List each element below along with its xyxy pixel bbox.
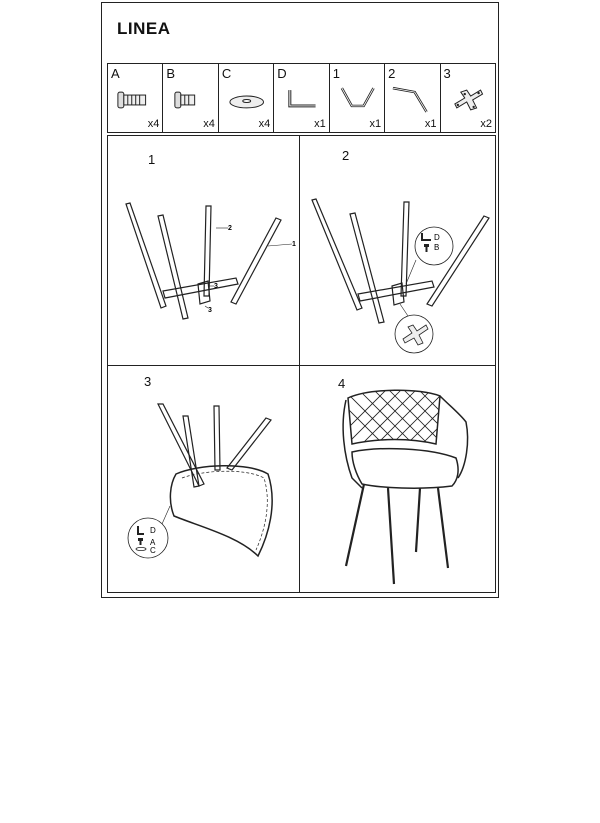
part-c <box>219 64 274 132</box>
legs-to-seat-illustration <box>108 366 299 594</box>
part-quantity: x4 <box>203 118 215 130</box>
allen-key-icon <box>274 82 328 118</box>
part-label: 3 <box>443 66 451 81</box>
part-a <box>108 64 163 132</box>
callout-label: A <box>150 538 156 547</box>
part-3 <box>441 64 495 132</box>
part-quantity: x1 <box>314 118 326 130</box>
callout-label: D <box>434 233 440 242</box>
washer-icon <box>219 82 273 118</box>
step-3 <box>108 366 299 594</box>
step-number: 4 <box>338 376 346 391</box>
part-label: 1 <box>332 66 340 81</box>
step-1 <box>108 136 299 365</box>
step-number: 3 <box>144 374 152 389</box>
part-quantity: x4 <box>258 118 271 130</box>
finished-chair-illustration <box>300 366 497 594</box>
callout-label: D <box>150 526 156 535</box>
page-title: LINEA <box>117 19 171 38</box>
leg-pair-bent-icon <box>385 82 439 118</box>
bolt-long-icon <box>108 82 162 118</box>
part-label: 2 <box>388 66 396 81</box>
callout-label: 3 <box>208 307 212 314</box>
step-2 <box>300 136 497 365</box>
part-1 <box>330 64 385 132</box>
assembly-steps <box>107 135 496 593</box>
part-2 <box>385 64 440 132</box>
step-4 <box>300 366 497 594</box>
callout-label: C <box>150 546 156 555</box>
legs-frame-illustration <box>108 136 299 365</box>
callout-label: 3 <box>214 283 218 290</box>
part-quantity: x1 <box>424 118 437 130</box>
bracket-plate-icon <box>441 82 495 118</box>
part-d <box>274 64 329 132</box>
callout-label: B <box>434 243 440 252</box>
callout-label: 2 <box>228 225 232 232</box>
legs-frame-bolting-illustration <box>300 136 497 365</box>
part-label: C <box>221 66 232 81</box>
part-quantity: x2 <box>480 118 492 130</box>
leg-pair-v-icon <box>330 82 384 118</box>
part-b <box>163 64 218 132</box>
step-number: 2 <box>342 148 350 163</box>
callout-label: 1 <box>292 241 296 248</box>
part-label: A <box>111 66 120 81</box>
bolt-short-icon <box>163 82 217 118</box>
part-quantity: x1 <box>369 118 382 130</box>
part-label: D <box>277 66 287 81</box>
part-quantity: x4 <box>147 118 160 130</box>
step-number: 1 <box>148 152 156 167</box>
part-label: B <box>166 66 176 81</box>
parts-list <box>107 63 496 133</box>
